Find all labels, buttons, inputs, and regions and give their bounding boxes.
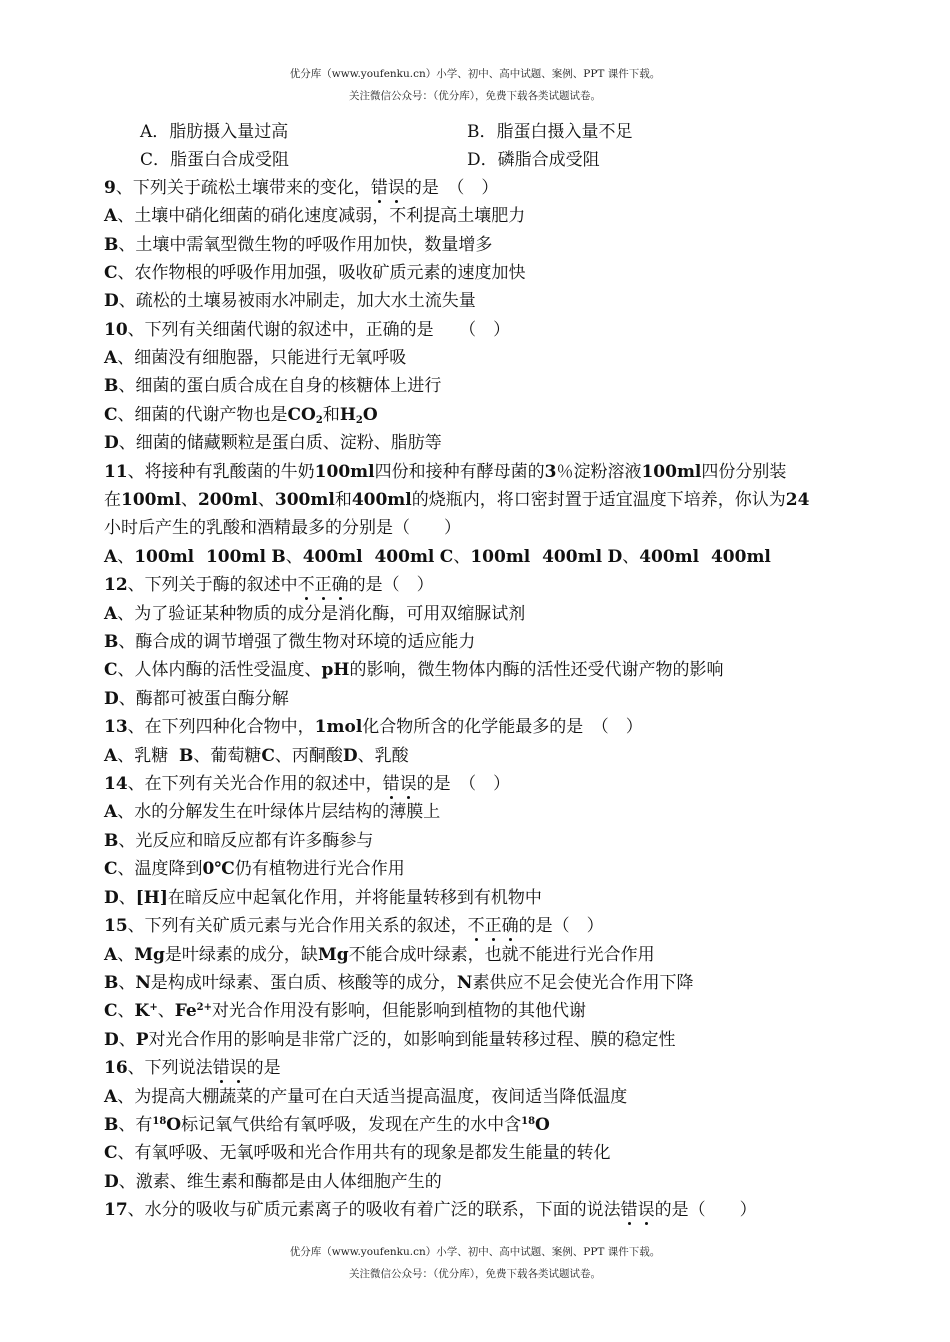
q14-option-d: D、[H]在暗反应中起氧化作用，并将能量转移到有机物中 [104,888,542,908]
q16-option-c: C、有氧呼吸、无氧呼吸和光合作用共有的现象是都发生能量的转化 [104,1143,611,1163]
q12-stem: 12、下列关于酶的叙述中不正确的是（ ） [104,575,434,595]
question-number: 15 [104,916,128,936]
question-number: 10 [104,320,128,340]
q13-stem: 13、在下列四种化合物中，1mol化合物所含的化学能最多的是 （ ） [104,717,643,737]
q16-stem: 16、下列说法错误的是 [104,1058,281,1078]
q9-option-a: A、土壤中硝化细菌的硝化速度减弱，不利提高土壤肥力 [104,206,526,226]
q12-option-a: A、为了验证某种物质的成分是消化酶，可用双缩脲试剂 [104,604,526,624]
footer-line-1: 优分库（www.youfenku.cn）小学、初中、高中试题、案例、PPT 课件下载。 [289,1246,661,1258]
q14-option-a: A、水的分解发生在叶绿体片层结构的薄膜上 [104,802,441,822]
q9-option-d: D、疏松的土壤易被雨水冲刷走，加大水土流失量 [104,291,476,311]
q12-option-d: D、酶都可被蛋白酶分解 [104,689,289,709]
q10-option-d: D、细菌的储藏颗粒是蛋白质、淀粉、脂肪等 [104,433,442,453]
q16-option-b: B、有$^{18}$O标记氧气供给有氧呼吸，发现在产生的水中含$^{18}$O [104,1115,550,1135]
q10-option-c: C、细菌的代谢产物也是$CO_2$和$H_2O$ [104,405,378,426]
question-number: 16 [104,1058,128,1078]
q15-option-d: D、P对光合作用的影响是非常广泛的，如影响到能量转移过程、膜的稳定性 [104,1030,676,1050]
footer-line-2: 关注微信公众号：（优分库），免费下载各类试题试卷。 [349,1268,601,1280]
q8-option-c: C．脂蛋白合成受阻 [140,150,290,170]
q15-option-a: A、Mg是叶绿素的成分，缺Mg不能合成叶绿素，也就不能进行光合作用 [104,945,655,965]
q11-options: A、100ml 100ml B、400ml 400ml C、100ml 400ml D、400ml 400ml [104,547,771,567]
q16-option-d: D、激素、维生素和酶都是由人体细胞产生的 [104,1172,442,1192]
q10-option-b: B、细菌的蛋白质合成在自身的核糖体上进行 [104,376,442,396]
q12-option-c: C、人体内酶的活性受温度、pH的影响，微生物体内酶的活性还受代谢产物的影响 [104,660,724,680]
q8-option-b: B．脂蛋白摄入量不足 [467,122,633,142]
header-line-1: 优分库（www.youfenku.cn）小学、初中、高中试题、案例、PPT 课件下载。 [289,68,661,80]
q11-stem-line-3: 小时后产生的乳酸和酒精最多的分别是（ ） [104,518,461,538]
question-number: 17 [104,1200,128,1220]
q8-option-a: A．脂肪摄入量过高 [140,122,289,142]
q9-option-b: B、土壤中需氧型微生物的呼吸作用加快，数量增多 [104,235,493,255]
question-number: 13 [104,717,128,737]
q9-stem: 9、下列关于疏松土壤带来的变化，错误的是 （ ） [104,178,499,198]
header-line-2: 关注微信公众号：（优分库），免费下载各类试题试卷。 [349,90,601,102]
q15-stem: 15、下列有关矿质元素与光合作用关系的叙述，不正确的是（ ） [104,916,604,936]
q10-stem: 10、下列有关细菌代谢的叙述中，正确的是 （ ） [104,320,511,340]
q9-option-c: C、农作物根的呼吸作用加强，吸收矿质元素的速度加快 [104,263,526,283]
q13-options: A、乳糖 B、葡萄糖C、丙酮酸D、乳酸 [104,746,409,766]
q11-stem-line-1: 11、将接种有乳酸菌的牛奶100ml四份和接种有酵母菌的3％淀粉溶液100ml四份分别装 [104,462,787,482]
question-number: 9 [104,178,116,198]
q17-stem: 17、水分的吸收与矿质元素离子的吸收有着广泛的联系，下面的说法错误的是（ ） [104,1200,757,1220]
question-number: 11 [104,462,128,482]
q14-option-c: C、温度降到0℃仍有植物进行光合作用 [104,859,405,879]
q14-stem: 14、在下列有关光合作用的叙述中，错误的是 （ ） [104,774,511,794]
q15-option-b: B、N是构成叶绿素、蛋白质、核酸等的成分，N素供应不足会使光合作用下降 [104,973,694,993]
question-number: 14 [104,774,128,794]
q11-stem-line-2: 在100ml、200ml、300ml和400ml的烧瓶内，将口密封置于适宜温度下培养，你认为24 [104,490,810,510]
question-number: 12 [104,575,128,595]
q15-option-c: C、K+、$Fe^{2+}$对光合作用没有影响，但能影响到植物的其他代谢 [104,1001,587,1021]
q16-option-a: A、为提高大棚蔬菜的产量可在白天适当提高温度，夜间适当降低温度 [104,1087,628,1107]
q8-option-d: D．磷脂合成受阻 [467,150,600,170]
q10-option-a: A、细菌没有细胞器，只能进行无氧呼吸 [104,348,407,368]
q14-option-b: B、光反应和暗反应都有许多酶参与 [104,831,374,851]
q12-option-b: B、酶合成的调节增强了微生物对环境的适应能力 [104,632,476,652]
